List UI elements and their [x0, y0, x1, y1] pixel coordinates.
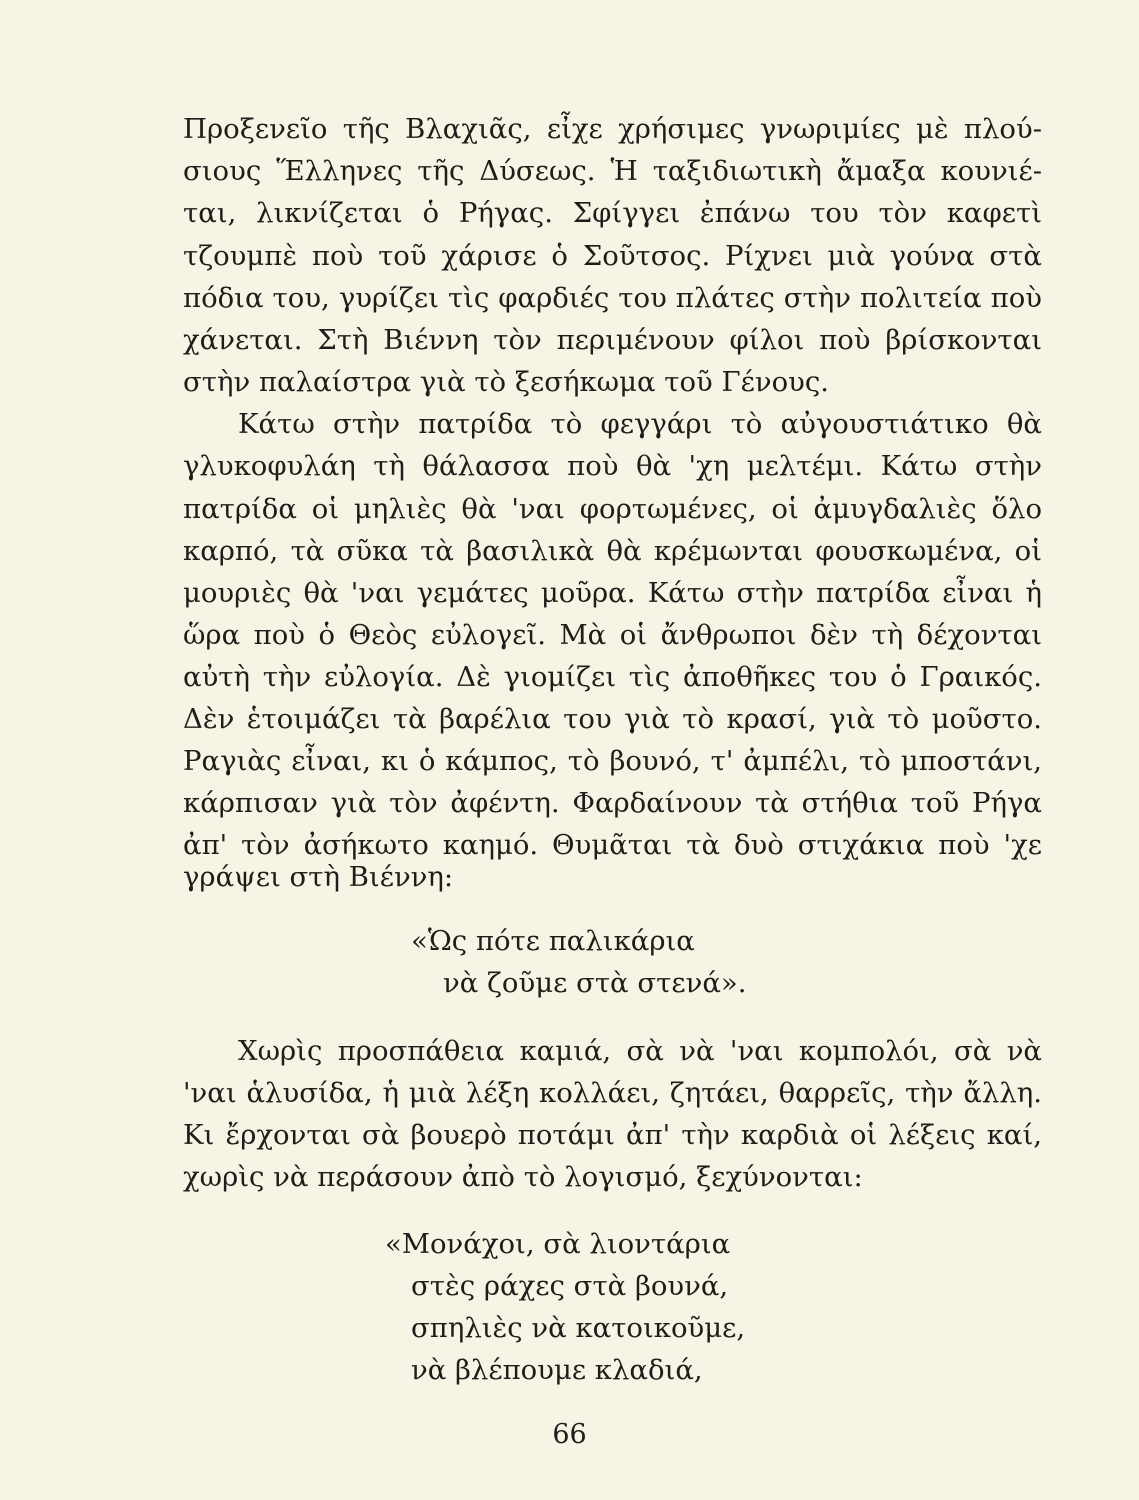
text-line: στὴν παλαίστρα γιὰ τὸ ξεσήκωμα τοῦ Γένους.: [183, 366, 829, 398]
text-line: Ραγιὰς εἶναι, κι ὁ κάμπος, τὸ βουνό, τ' ἀμπέλι, τὸ μποστάνι,: [183, 745, 1042, 777]
text-line: αὐτὴ τὴν εὐλογία. Δὲ γιομίζει τὶς ἀποθῆκες του ὁ Γραικός.: [183, 661, 1042, 693]
text-line: Κι ἔρχονται σὰ βουερὸ ποτάμι ἀπ' τὴν καρδιὰ οἱ λέξεις καί,: [183, 1119, 1042, 1151]
text-line: γλυκοφυλάη τὴ θάλασσα ποὺ θὰ 'χη μελτέμι. Κάτω στὴν: [183, 450, 1042, 482]
text-line: τζουμπὲ ποὺ τοῦ χάρισε ὁ Σοῦτσος. Ρίχνει μιὰ γούνα στὰ: [183, 240, 1042, 272]
text-line: σιους Ἕλληνες τῆς Δύσεως. Ἡ ταξιδιωτικὴ ἄμαξα κουνιέ-: [183, 155, 1042, 187]
text-line: πατρίδα οἱ μηλιὲς θὰ 'ναι φορτωμένες, οἱ ἀμυγδαλιὲς ὅλο: [183, 493, 1042, 525]
text-line: χάνεται. Στὴ Βιέννη τὸν περιμένουν φίλοι ποὺ βρίσκονται: [183, 324, 1042, 356]
text-line: χωρὶς νὰ περάσουν ἀπὸ τὸ λογισμό, ξεχύνονται:: [183, 1161, 863, 1193]
text-line: γράψει στὴ Βιέννη:: [183, 861, 454, 893]
text-line: Δὲν ἑτοιμάζει τὰ βαρέλια του γιὰ τὸ κρασί, γιὰ τὸ μοῦστο.: [183, 703, 1042, 735]
text-line: μουριὲς θὰ 'ναι γεμάτες μοῦρα. Κάτω στὴν πατρίδα εἶναι ἡ: [183, 577, 1042, 609]
text-line: καρπό, τὰ σῦκα τὰ βασιλικὰ θὰ κρέμωνται φουσκωμένα, οἱ: [183, 535, 1042, 567]
text-line: Προξενεῖο τῆς Βλαχιᾶς, εἶχε χρήσιμες γνωριμίες μὲ πλού-: [183, 113, 1042, 145]
text-line: Κάτω στὴν πατρίδα τὸ φεγγάρι τὸ αὐγουστιάτικο θὰ: [238, 408, 1042, 440]
verse-line: νὰ βλέπουμε κλαδιά,: [411, 1354, 703, 1386]
verse-line: «Ὡς πότε παλικάρια: [411, 925, 695, 957]
verse-line: σπηλιὲς νὰ κατοικοῦμε,: [411, 1312, 746, 1344]
verse-line: «Μονάχοι, σὰ λιοντάρια: [385, 1228, 731, 1260]
text-line: Χωρὶς προσπάθεια καμιά, σὰ νὰ 'ναι κομπολόι, σὰ νὰ: [238, 1035, 1042, 1067]
text-line: πόδια του, γυρίζει τὶς φαρδιές του πλάτες στὴν πολιτεία ποὺ: [183, 282, 1042, 314]
text-line: ὥρα ποὺ ὁ Θεὸς εὐλογεῖ. Μὰ οἱ ἄνθρωποι δὲν τὴ δέχονται: [183, 619, 1042, 651]
text-line: 'ναι ἁλυσίδα, ἡ μιὰ λέξη κολλάει, ζητάει, θαρρεῖς, τὴν ἄλλη.: [183, 1077, 1042, 1109]
text-line: κάρπισαν γιὰ τὸν ἀφέντη. Φαρδαίνουν τὰ στήθια τοῦ Ρήγα: [183, 787, 1042, 819]
text-line: ἀπ' τὸν ἀσήκωτο καημό. Θυμᾶται τὰ δυὸ στιχάκια ποὺ 'χε: [183, 829, 1042, 861]
text-line: ται, λικνίζεται ὁ Ρήγας. Σφίγγει ἐπάνω του τὸν καφετὶ: [183, 197, 1042, 229]
page-number: 66: [552, 1419, 587, 1450]
verse-line: νὰ ζοῦμε στὰ στενά».: [443, 967, 747, 999]
verse-line: στὲς ράχες στὰ βουνά,: [411, 1270, 729, 1302]
